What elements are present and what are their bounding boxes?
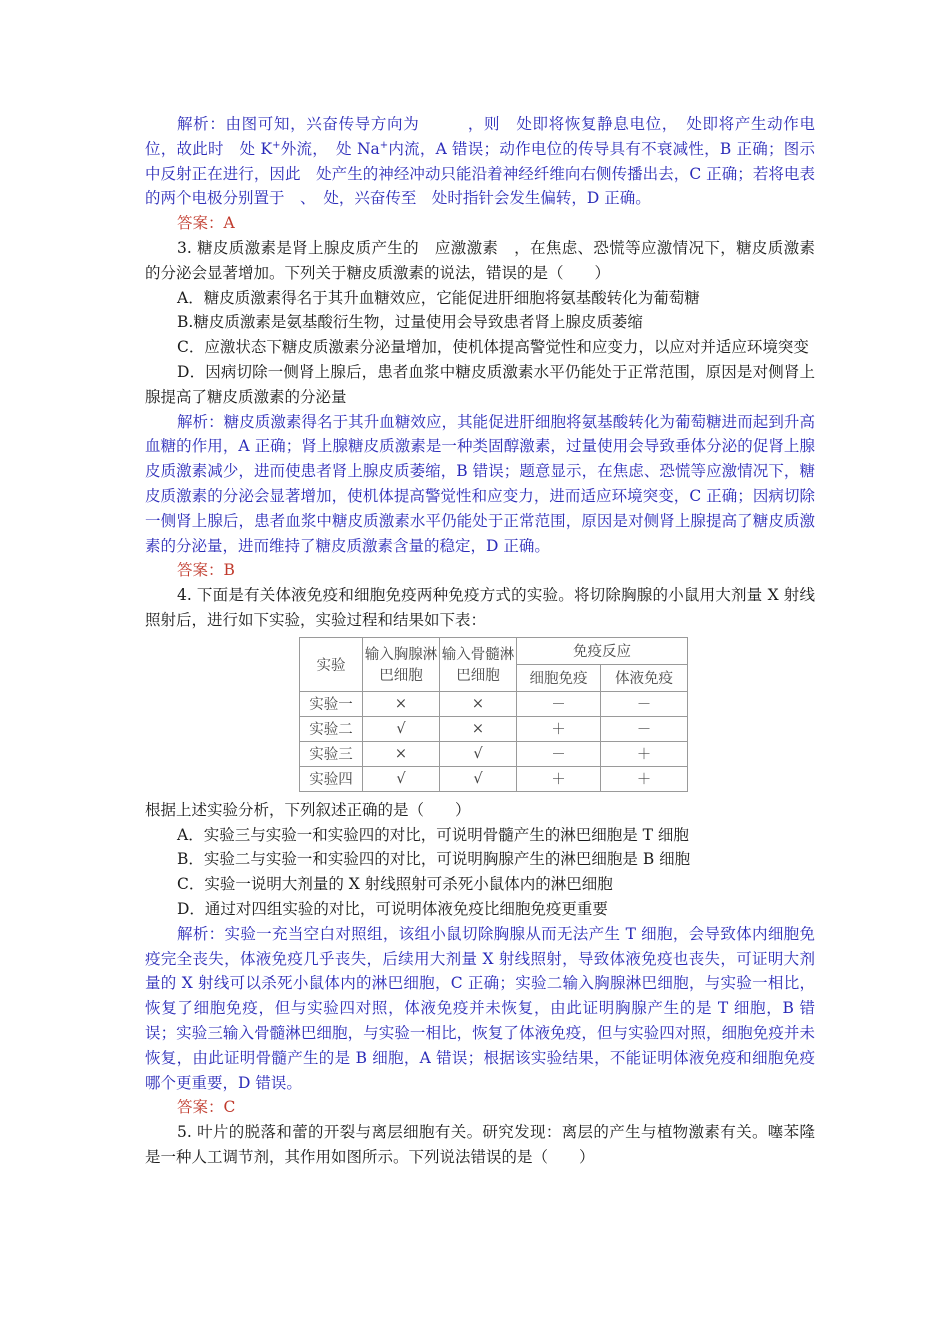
table-row — [300, 716, 688, 741]
question-5-stem: 5. 叶片的脱落和蕾的开裂与离层细胞有关。研究发现：离层的产生与植物激素有关。噻苯隆是一种人工调节剂，其作用如图所示。下列说法错误的是（ ） — [145, 1123, 815, 1166]
question-4-prompt: 根据上述实验分析，下列叙述正确的是（ ） — [145, 800, 471, 819]
table-cell: × — [440, 716, 517, 741]
experiment-table — [299, 637, 688, 792]
q3-option-d: D．因病切除一侧肾上腺后，患者血浆中糖皮质激素水平仍能处于正常范围，原因是对侧肾上腺提高了糖皮质激素的分泌量 — [145, 362, 815, 406]
answer-q2: 答案：A — [177, 214, 235, 233]
answer-q4: 答案：C — [177, 1098, 236, 1117]
answer-q3: 答案：B — [177, 561, 235, 580]
header-humoral-immunity: 体液免疫 — [601, 664, 688, 691]
header-immune-response: 免疫反应 — [517, 637, 688, 664]
table-cell: √ — [440, 741, 517, 766]
table-cell: 实验一 — [300, 691, 363, 716]
table-cell: √ — [363, 716, 440, 741]
document-page — [145, 112, 815, 1170]
q4-option-d: D．通过对四组实验的对比，可说明体液免疫比细胞免疫更重要 — [177, 899, 608, 918]
table-cell: √ — [363, 766, 440, 791]
header-experiment: 实验 — [300, 637, 363, 691]
analysis-q2: 解析：由图可知，兴奋传导方向为 ，则 处即将恢复静息电位， 处即将产生动作电位，故此时 处 K+外流， 处 Na+内流，A 错误；动作电位的传导具有不衰减性，B 正确；图示中反射正在进行，因此 处产生的神经冲动只能沿着神经纤维向右侧传播出去，C 正确；若将电表的两个电极分别置于 、 处，兴奋传至 处时指针会发生偏转，D 正确。 — [145, 115, 815, 208]
table-cell: √ — [440, 766, 517, 791]
header-thymus-lymphocyte: 输入胸腺淋巴细胞 — [363, 637, 440, 691]
table-cell: － — [601, 716, 688, 741]
table-row — [300, 741, 688, 766]
table-cell: ＋ — [601, 766, 688, 791]
header-marrow-lymphocyte: 输入骨髓淋巴细胞 — [440, 637, 517, 691]
table-cell: ＋ — [517, 716, 601, 741]
q4-option-a: A．实验三与实验一和实验四的对比，可说明骨髓产生的淋巴细胞是 T 细胞 — [177, 825, 689, 844]
analysis-q4: 解析：实验一充当空白对照组，该组小鼠切除胸腺从而无法产生 T 细胞，会导致体内细胞免疫完全丧失，体液免疫几乎丧失，后续用大剂量 X 射线照射，导致体液免疫也丧失，可证明大剂量的 X 射线可以杀死小鼠体内的淋巴细胞，C 正确；实验二输入胸腺淋巴细胞，与实验一相比，恢复了细胞免疫，但与实验四对照，体液免疫并未恢复，由此证明胸腺产生的是 T 细胞，B 错误；实验三输入骨髓淋巴细胞，与实验一相比，恢复了体液免疫，但与实验四对照，细胞免疫并未恢复，由此证明骨髓产生的是 B 细胞，A 错误；根据该实验结果，不能证明体液免疫和细胞免疫哪个更重要，D 错误。 — [145, 924, 815, 1092]
table-cell: × — [440, 691, 517, 716]
table-row — [300, 766, 688, 791]
table-cell: 实验四 — [300, 766, 363, 791]
table-row — [300, 691, 688, 716]
table-cell: － — [517, 741, 601, 766]
q3-option-a: A．糖皮质激素得名于其升血糖效应，它能促进肝细胞将氨基酸转化为葡萄糖 — [177, 288, 700, 307]
header-cellular-immunity: 细胞免疫 — [517, 664, 601, 691]
table-cell: 实验二 — [300, 716, 363, 741]
q3-option-c: C．应激状态下糖皮质激素分泌量增加，使机体提高警觉性和应变力，以应对并适应环境突变 — [177, 338, 809, 357]
table-cell: 实验三 — [300, 741, 363, 766]
table-cell: ＋ — [601, 741, 688, 766]
table-cell: × — [363, 741, 440, 766]
table-cell: × — [363, 691, 440, 716]
q4-option-b: B．实验二与实验一和实验四的对比，可说明胸腺产生的淋巴细胞是 B 细胞 — [177, 850, 691, 869]
q3-option-b: B.糖皮质激素是氨基酸衍生物，过量使用会导致患者肾上腺皮质萎缩 — [177, 313, 643, 332]
table-cell: － — [517, 691, 601, 716]
analysis-q3: 解析：糖皮质激素得名于其升血糖效应，其能促进肝细胞将氨基酸转化为葡萄糖进而起到升高血糖的作用，A 正确；肾上腺糖皮质激素是一种类固醇激素，过量使用会导致垂体分泌的促肾上腺皮质激素减少，进而使患者肾上腺皮质萎缩，B 错误；题意显示，在焦虑、恐慌等应激情况下，糖皮质激素的分泌会显著增加，使机体提高警觉性和应变力，进而适应环境突变，C 正确；因病切除一侧肾上腺后，患者血浆中糖皮质激素水平仍能处于正常范围，原因是对侧肾上腺提高了糖皮质激素的分泌量，进而维持了糖皮质激素含量的稳定，D 正确。 — [145, 412, 815, 555]
question-4-stem: 4. 下面是有关体液免疫和细胞免疫两种免疫方式的实验。将切除胸腺的小鼠用大剂量 X 射线照射后，进行如下实验，实验过程和结果如下表： — [145, 586, 815, 629]
question-3-stem: 3. 糖皮质激素是肾上腺皮质产生的 应激激素 ，在焦虑、恐慌等应激情况下，糖皮质激素的分泌会显著增加。下列关于糖皮质激素的说法，错误的是（ ） — [145, 238, 815, 282]
table-cell: ＋ — [517, 766, 601, 791]
table-cell: － — [601, 691, 688, 716]
q4-option-c: C．实验一说明大剂量的 X 射线照射可杀死小鼠体内的淋巴细胞 — [177, 875, 613, 894]
